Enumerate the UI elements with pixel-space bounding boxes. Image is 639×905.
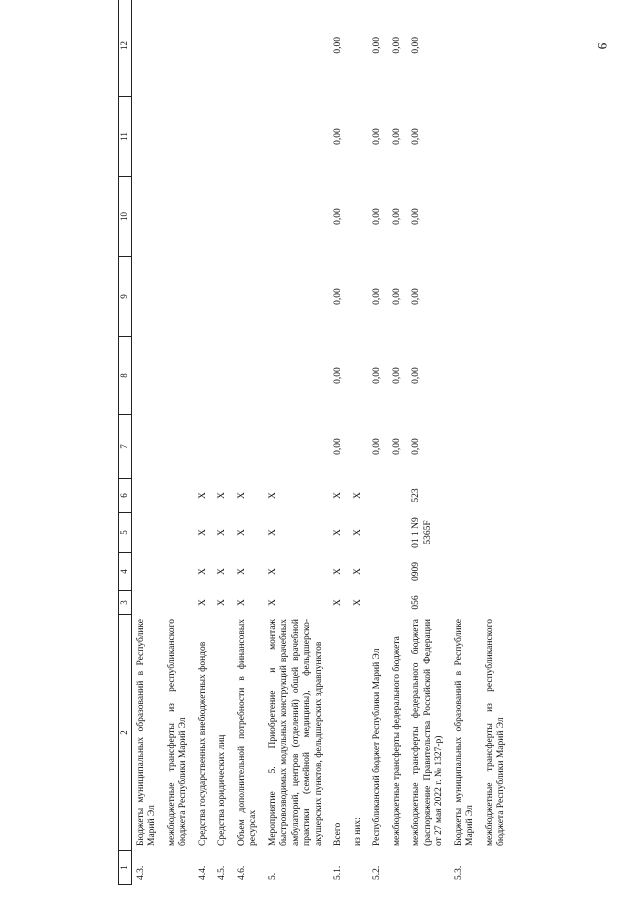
cell-col-11 (349, 97, 369, 177)
cell-col-11 (131, 97, 163, 177)
cell-col-9 (481, 257, 512, 337)
column-header-10: 10 (119, 177, 132, 257)
cell-col-2: из них: (352, 817, 363, 846)
cell-col-2: Бюджеты муниципальных образований в Республике Марий Эл (135, 619, 157, 846)
table-row (407, 0, 450, 885)
cell-col-5 (368, 513, 388, 553)
cell-col-7: 0,00 (411, 438, 421, 455)
cell-col-6 (131, 479, 163, 513)
cell-col-7 (481, 415, 512, 479)
cell-col-7 (233, 415, 264, 479)
table-row (163, 0, 194, 885)
cell-col-4 (450, 553, 481, 591)
cell-col-3: X (197, 599, 208, 606)
table-header-row (119, 0, 132, 885)
cell-col-2: межбюджетные трансферты федерального бюджета (391, 636, 402, 846)
cell-col-9: 0,00 (372, 288, 382, 305)
cell-col-3: 056 (411, 595, 421, 610)
page-number: 9 (595, 42, 610, 50)
cell-col-5: X (236, 529, 247, 536)
cell-col-5: X (197, 529, 208, 536)
cell-col-8: 0,00 (372, 367, 382, 384)
cell-col-5 (163, 513, 194, 553)
cell-col-6: X (236, 492, 247, 499)
cell-col-1 (349, 851, 369, 885)
cell-col-9: 0,00 (333, 288, 343, 305)
cell-col-1: 4.6. (236, 865, 247, 880)
cell-col-12: 0,00 (333, 36, 343, 54)
cell-col-2: межбюджетные трансферты из республиканского бюджета Республики Марий Эл (484, 619, 506, 846)
cell-col-6 (450, 479, 481, 513)
cell-col-3 (450, 591, 481, 615)
cell-col-11 (194, 97, 214, 177)
table-row (194, 0, 214, 885)
cell-col-10: 0,00 (411, 208, 421, 225)
table-row (368, 0, 388, 885)
cell-col-4: X (333, 568, 343, 575)
cell-col-12: 0,00 (372, 36, 382, 54)
cell-col-9 (233, 257, 264, 337)
table-row (233, 0, 264, 885)
cell-col-10 (264, 177, 330, 257)
cell-col-11: 0,00 (372, 128, 382, 145)
cell-col-9: 0,00 (391, 288, 402, 305)
cell-col-5 (131, 513, 163, 553)
cell-col-12 (131, 0, 163, 97)
cell-col-10 (450, 177, 481, 257)
cell-col-8 (233, 337, 264, 415)
cell-col-11 (450, 97, 481, 177)
cell-col-9 (264, 257, 330, 337)
cell-col-9: 0,00 (411, 288, 421, 305)
cell-col-3 (163, 591, 194, 615)
cell-col-8 (349, 337, 369, 415)
cell-col-12 (481, 0, 512, 97)
cell-col-8 (450, 337, 481, 415)
cell-col-8: 0,00 (333, 367, 343, 384)
cell-col-6 (163, 479, 194, 513)
cell-col-7 (450, 415, 481, 479)
cell-col-7: 0,00 (372, 438, 382, 455)
table-row (264, 0, 330, 885)
cell-col-12 (163, 0, 194, 97)
table-row (388, 0, 408, 885)
cell-col-12 (349, 0, 369, 97)
cell-col-9 (213, 257, 233, 337)
cell-col-2: Средства юридических лиц (217, 734, 227, 846)
column-header-2: 2 (119, 615, 132, 851)
cell-col-2: Всего (333, 822, 343, 846)
cell-col-5 (450, 513, 481, 553)
cell-col-10 (481, 177, 512, 257)
cell-col-12 (450, 0, 481, 97)
cell-col-11: 0,00 (411, 128, 421, 145)
cell-col-9 (194, 257, 214, 337)
cell-col-11 (481, 97, 512, 177)
cell-col-1: 5.2. (372, 865, 382, 880)
cell-col-11: 0,00 (333, 128, 343, 145)
column-header-12: 12 (119, 0, 132, 97)
cell-col-4: 0909 (411, 562, 421, 581)
cell-col-6: X (352, 492, 363, 499)
cell-col-6: X (333, 492, 343, 499)
cell-col-5: X (352, 529, 363, 536)
column-header-11: 11 (119, 97, 132, 177)
cell-col-4: X (217, 568, 227, 575)
cell-col-3: X (217, 599, 227, 606)
cell-col-9 (163, 257, 194, 337)
cell-col-6 (368, 479, 388, 513)
cell-col-4: X (236, 568, 247, 575)
column-header-1: 1 (119, 851, 132, 885)
cell-col-10: 0,00 (372, 208, 382, 225)
cell-col-1: 4.3. (135, 865, 146, 880)
cell-col-4 (481, 553, 512, 591)
cell-col-12: 0,00 (411, 36, 421, 54)
cell-col-6 (481, 479, 512, 513)
cell-col-5: X (267, 529, 278, 536)
cell-col-7: 0,00 (391, 438, 402, 455)
cell-col-1: 4.5. (217, 865, 227, 880)
cell-col-1 (388, 851, 408, 885)
cell-col-1 (407, 851, 450, 885)
cell-col-11 (264, 97, 330, 177)
cell-col-4: X (267, 568, 278, 575)
cell-col-3: X (236, 599, 247, 606)
table-row (349, 0, 369, 885)
table-row (481, 0, 512, 885)
cell-col-8 (213, 337, 233, 415)
cell-col-6: X (217, 492, 227, 499)
cell-col-12 (264, 0, 330, 97)
cell-col-3 (368, 591, 388, 615)
cell-col-10 (349, 177, 369, 257)
cell-col-1 (163, 851, 194, 885)
cell-col-8: 0,00 (391, 367, 402, 384)
cell-col-11: 0,00 (391, 128, 402, 145)
cell-col-7: 0,00 (333, 438, 343, 455)
cell-col-7 (131, 415, 163, 479)
cell-col-3: X (333, 599, 343, 606)
cell-col-2: Средства государственных внебюджетных фондов (197, 641, 208, 846)
cell-col-10 (233, 177, 264, 257)
cell-col-8: 0,00 (411, 367, 421, 384)
cell-col-5 (481, 513, 512, 553)
column-header-5: 5 (119, 513, 132, 553)
cell-col-6 (388, 479, 408, 513)
cell-col-2: межбюджетные трансферты из республиканского бюджета Республики Марий Эл (166, 619, 188, 846)
cell-col-5 (388, 513, 408, 553)
cell-col-2: межбюджетные трансферты федерального бюджета (распоряжение Правительства Российской Федерации от 27 мая 2022 г. № 1327-р) (411, 619, 444, 846)
cell-col-2: Бюджеты муниципальных образований в Республике Марий Эл (453, 619, 475, 846)
cell-col-2: Объем дополнительной потребности в финансовых ресурсах (236, 619, 258, 846)
cell-col-2: Мероприятие 5. Приобретение и монтаж быстровозводимых модульных конструкций врачебных амбулаторий, центров (отделений) общей врачебной практики (семейной медицины), фельдшерско-акушерских пунктов, фельдшерских здравпунктов (267, 619, 324, 846)
cell-col-1: 5.3. (453, 865, 464, 880)
cell-col-3: X (267, 599, 278, 606)
cell-col-10: 0,00 (391, 208, 402, 225)
column-header-4: 4 (119, 553, 132, 591)
cell-col-1: 5. (267, 872, 278, 880)
cell-col-7 (194, 415, 214, 479)
cell-col-10 (131, 177, 163, 257)
column-header-9: 9 (119, 257, 132, 337)
cell-col-1: 5.1. (333, 865, 343, 880)
cell-col-6: 523 (411, 488, 421, 503)
cell-col-12 (194, 0, 214, 97)
table-body (131, 0, 512, 885)
table-row (450, 0, 481, 885)
table-row (329, 0, 349, 885)
cell-col-4: X (352, 568, 363, 575)
cell-col-9 (131, 257, 163, 337)
cell-col-1: 4.4. (197, 865, 208, 880)
cell-col-9 (450, 257, 481, 337)
cell-col-10: 0,00 (333, 208, 343, 225)
cell-col-10 (163, 177, 194, 257)
cell-col-7 (264, 415, 330, 479)
column-header-8: 8 (119, 337, 132, 415)
cell-col-7 (213, 415, 233, 479)
cell-col-7 (349, 415, 369, 479)
cell-col-6: X (267, 492, 278, 499)
cell-col-12 (233, 0, 264, 97)
cell-col-4 (131, 553, 163, 591)
cell-col-4 (368, 553, 388, 591)
cell-col-10 (213, 177, 233, 257)
cell-col-7 (163, 415, 194, 479)
cell-col-4 (163, 553, 194, 591)
cell-col-9 (349, 257, 369, 337)
cell-col-3 (131, 591, 163, 615)
cell-col-11 (163, 97, 194, 177)
table-row (131, 0, 163, 885)
cell-col-1 (481, 851, 512, 885)
cell-col-4 (388, 553, 408, 591)
column-header-6: 6 (119, 479, 132, 513)
cell-col-5: 01 1 N9 5365F (411, 517, 433, 548)
cell-col-11 (213, 97, 233, 177)
cell-col-3 (388, 591, 408, 615)
rotated-page (118, 15, 638, 885)
cell-col-8 (194, 337, 214, 415)
cell-col-5: X (217, 529, 227, 536)
cell-col-12: 0,00 (391, 36, 402, 54)
cell-col-8 (264, 337, 330, 415)
cell-col-8 (131, 337, 163, 415)
cell-col-5: X (333, 529, 343, 536)
table-row (213, 0, 233, 885)
column-header-7: 7 (119, 415, 132, 479)
cell-col-8 (481, 337, 512, 415)
cell-col-3: X (352, 599, 363, 606)
cell-col-6: X (197, 492, 208, 499)
column-header-3: 3 (119, 591, 132, 615)
financing-table (118, 0, 512, 885)
cell-col-10 (194, 177, 214, 257)
cell-col-12 (213, 0, 233, 97)
cell-col-4: X (197, 568, 208, 575)
cell-col-2: Республиканский бюджет Республики Марий Эл (372, 648, 382, 846)
cell-col-3 (481, 591, 512, 615)
cell-col-8 (163, 337, 194, 415)
cell-col-11 (233, 97, 264, 177)
